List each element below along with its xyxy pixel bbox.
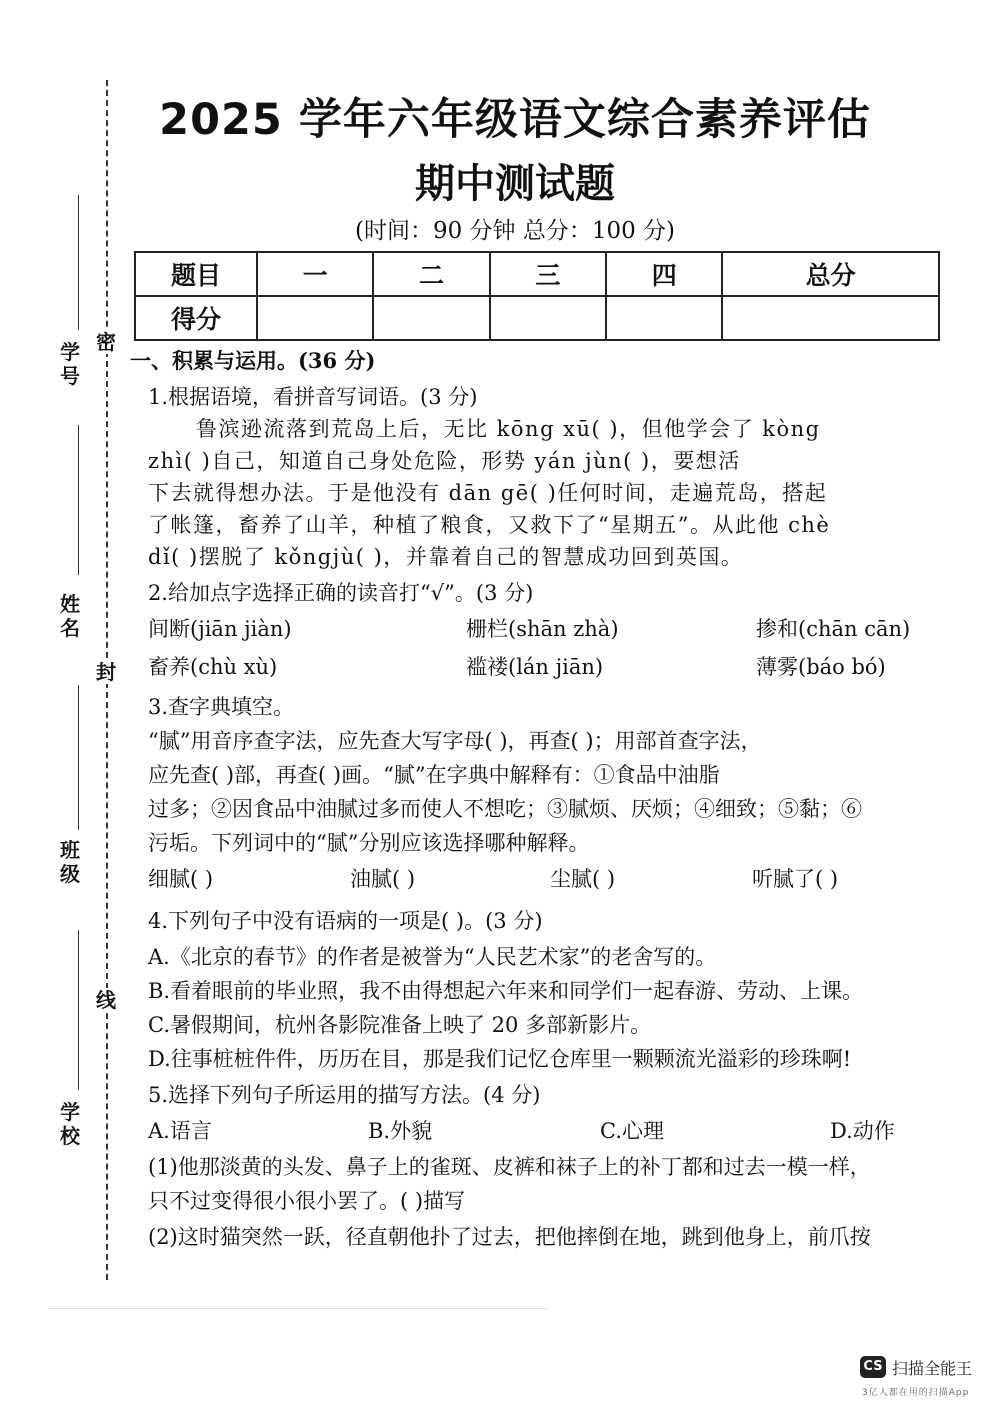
q5-choice[interactable]: A.语言 xyxy=(148,1119,212,1143)
name-label: 姓名 xyxy=(60,592,80,640)
page-subtitle-title: 期中测试题 xyxy=(415,161,615,207)
q2-choice[interactable]: 畜养(chù xù) xyxy=(148,655,278,679)
score-row-label: 得分 xyxy=(135,296,257,340)
camscanner-name: 扫描全能王 xyxy=(892,1359,973,1378)
q3-word-blank[interactable]: 油腻( ) xyxy=(350,867,416,891)
score-header-cell: 四 xyxy=(606,252,722,296)
q5-choice[interactable]: D.动作 xyxy=(830,1119,895,1143)
q5-item: (2)这时猫突然一跃，径直朝他扑了过去，把他摔倒在地，跳到他身上，前爪按 xyxy=(148,1225,871,1249)
q1-text-line: 鲁滨逊流落到荒岛上后，无比 kōng xū( )，但他学会了 kòng xyxy=(196,417,821,441)
q2-choice[interactable]: 间断(jiān jiàn) xyxy=(148,617,292,641)
q2-choice[interactable]: 栅栏(shān zhà) xyxy=(466,617,619,641)
school-line[interactable] xyxy=(78,930,79,1090)
camscanner-logo-icon: CS xyxy=(860,1356,886,1378)
q3-word-blank[interactable]: 听腻了( ) xyxy=(752,867,839,891)
q1-text-line: 了帐篷，畜养了山羊，种植了粮食，又救下了“星期五”。从此他 chè xyxy=(148,513,831,537)
q2-choice[interactable]: 褴褛(lán jiān) xyxy=(466,655,604,679)
score-input-cell[interactable] xyxy=(606,296,722,340)
score-input-cell[interactable] xyxy=(490,296,606,340)
q1-text-line: zhì( )自己，知道自己身处危险，形势 yán jùn( )，要想活 xyxy=(148,449,741,473)
section-heading: 一、积累与运用。(36 分) xyxy=(130,348,376,373)
exam-info: (时间：90 分钟 总分：100 分) xyxy=(354,218,676,244)
q4-option[interactable]: D.往事桩桩件件，历历在目，那是我们记忆仓库里一颗颗流光溢彩的珍珠啊! xyxy=(148,1047,852,1071)
score-header-cell: 题目 xyxy=(135,252,257,296)
question-3-prompt: 3.查字典填空。 xyxy=(148,695,295,719)
q3-word-blank[interactable]: 细腻( ) xyxy=(148,867,214,891)
score-table-score-row xyxy=(135,296,939,340)
q3-text-line: 过多；②因食品中油腻过多而使人不想吃；③腻烦、厌烦；④细致；⑤黏；⑥ xyxy=(148,797,862,821)
q3-text-line: “腻”用音序查字法，应先查大写字母( )，再查( )；用部首查字法， xyxy=(148,729,762,753)
question-1-prompt: 1.根据语境，看拼音写词语。(3 分) xyxy=(148,385,478,409)
school-label: 学校 xyxy=(60,1100,80,1148)
camscanner-tagline: 3亿人都在用的扫描App xyxy=(862,1388,970,1398)
q4-option[interactable]: C.暑假期间，杭州各影院准备上映了 20 多部新影片。 xyxy=(148,1013,652,1037)
q3-text-line: 污垢。下列词中的“腻”分别应该选择哪种解释。 xyxy=(148,831,590,855)
seal-mark-xian: 线 xyxy=(96,988,116,1012)
q3-text-line: 应先查( )部，再查( )画。“腻”在字典中解释有：①食品中油脂 xyxy=(148,763,720,787)
q5-item: 只不过变得很小很小罢了。( )描写 xyxy=(148,1189,466,1213)
question-2-prompt: 2.给加点字选择正确的读音打“√”。(3 分) xyxy=(148,581,534,605)
score-table-header-row xyxy=(135,252,939,296)
q4-option[interactable]: B.看着眼前的毕业照，我不由得想起六年来和同学们一起春游、劳动、上课。 xyxy=(148,979,864,1003)
q2-choice[interactable]: 薄雾(báo bó) xyxy=(756,655,886,679)
page-bottom-rule xyxy=(48,1308,548,1309)
q4-option[interactable]: A.《北京的春节》的作者是被誉为“人民艺术家”的老舍写的。 xyxy=(148,945,717,969)
score-table xyxy=(134,251,940,341)
q1-text-line: dǐ( )摆脱了 kǒngjù( )，并靠着自己的智慧成功回到英国。 xyxy=(148,545,744,569)
q5-choice[interactable]: C.心理 xyxy=(600,1119,664,1143)
q5-choice[interactable]: B.外貌 xyxy=(368,1119,433,1143)
score-header-cell: 总分 xyxy=(722,252,939,296)
question-4-prompt: 4.下列句子中没有语病的一项是( )。(3 分) xyxy=(148,909,543,933)
seal-mark-mi: 密 xyxy=(96,330,116,354)
score-header-cell: 三 xyxy=(490,252,606,296)
page-title: 2025 学年六年级语文综合素养评估 xyxy=(159,95,871,145)
score-input-cell[interactable] xyxy=(257,296,373,340)
student-id-line[interactable] xyxy=(78,195,79,330)
class-label: 班级 xyxy=(60,838,80,886)
q3-word-blank[interactable]: 尘腻( ) xyxy=(550,867,616,891)
name-line[interactable] xyxy=(78,425,79,575)
score-header-cell: 一 xyxy=(257,252,373,296)
score-input-cell[interactable] xyxy=(722,296,939,340)
q1-text-line: 下去就得想办法。于是他没有 dān gē( )任何时间，走遍荒岛，搭起 xyxy=(148,481,828,505)
class-line[interactable] xyxy=(78,685,79,830)
question-5-prompt: 5.选择下列句子所运用的描写方法。(4 分) xyxy=(148,1083,541,1107)
q2-choice[interactable]: 掺和(chān cān) xyxy=(756,617,911,641)
q5-item: (1)他那淡黄的头发、鼻子上的雀斑、皮裤和袜子上的补丁都和过去一模一样， xyxy=(148,1155,871,1179)
seal-mark-feng: 封 xyxy=(96,660,116,684)
student-id-label: 学号 xyxy=(60,340,80,388)
score-input-cell[interactable] xyxy=(373,296,489,340)
score-header-cell: 二 xyxy=(373,252,489,296)
